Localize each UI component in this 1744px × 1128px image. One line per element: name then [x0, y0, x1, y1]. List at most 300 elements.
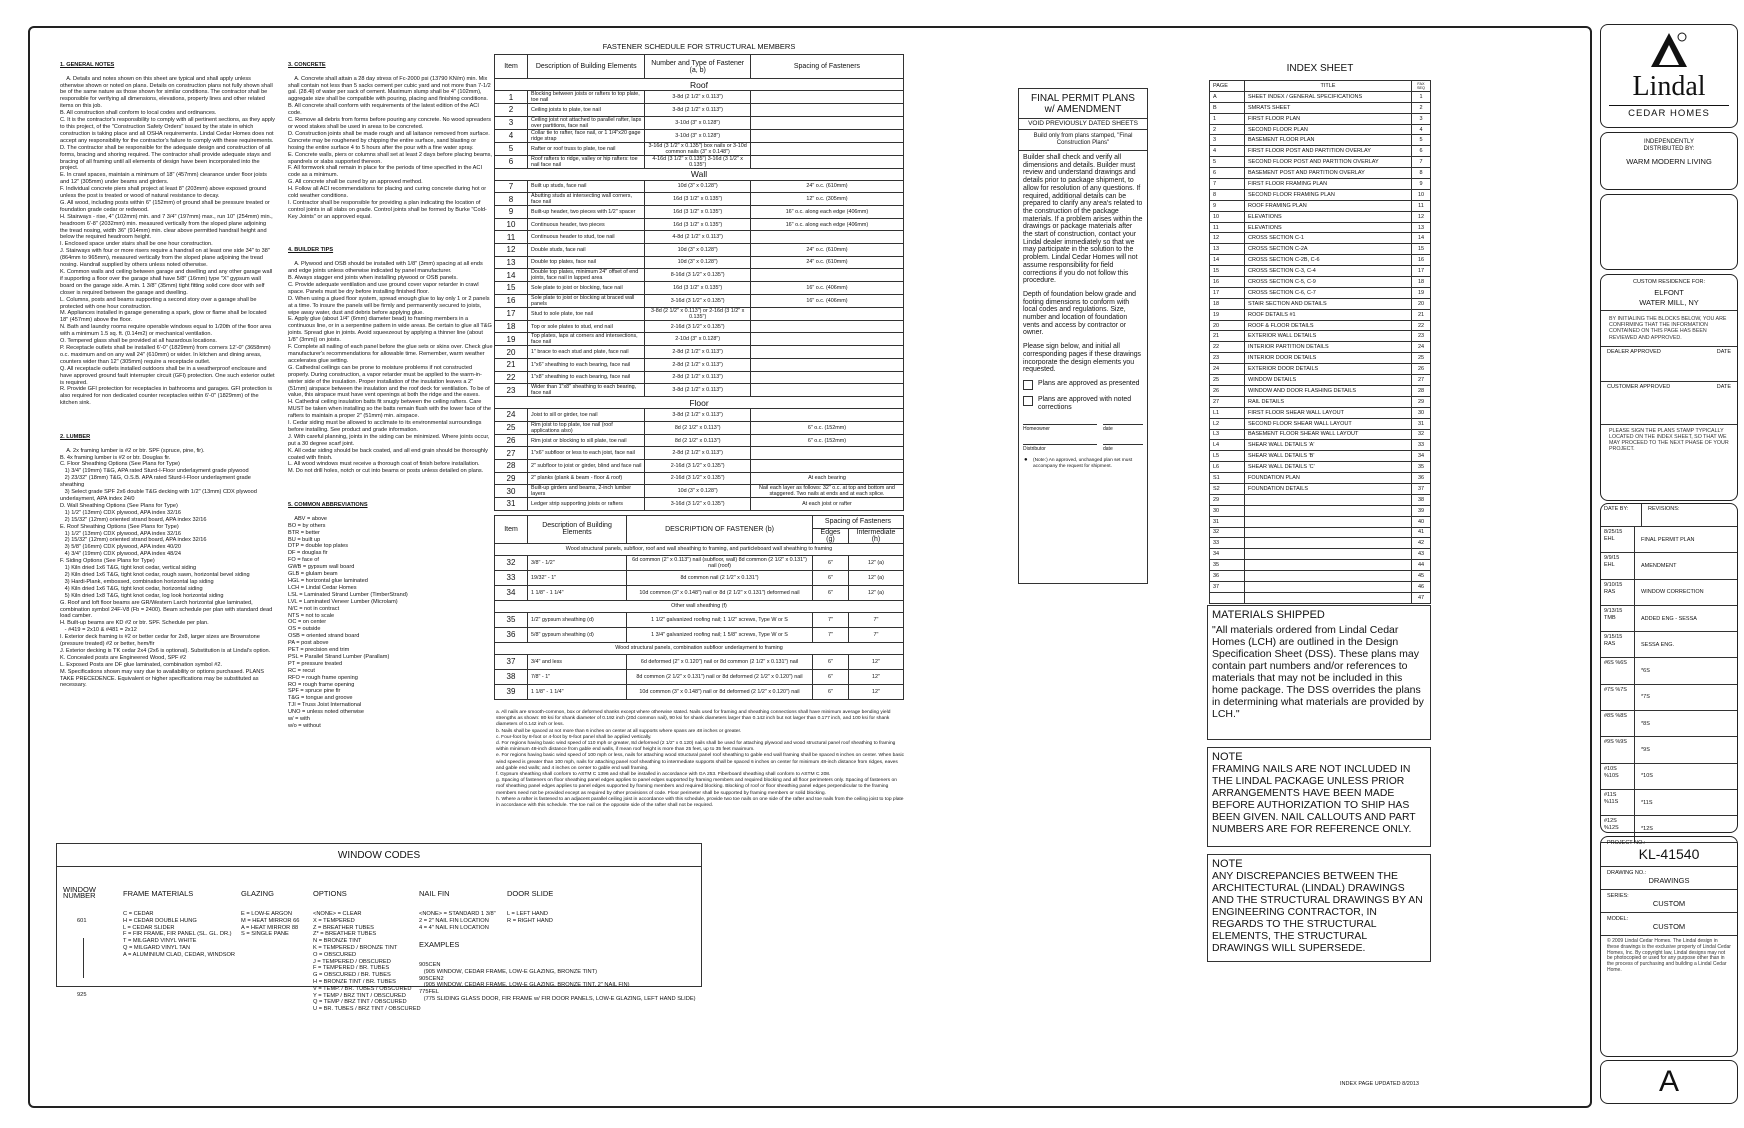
general-notes-body: A. Details and notes shown on this sheet are typical and shall apply unless otherwise shown or noted on plans. Details on construction plans not fully shown shall be of the same nature as those shown for similar conditions. The contractor shall be responsible for verifying all dimensions, elevations, property lines and other related items on this job. B. All construction shall conform to local codes and ordinances. C. It is the contractor's responsibility to comply with all pertinent sections, as they apply to this project, of the "Construction Safety Orders" issued by the state in which construction is taking place and all OSHA requirements. Lindal Cedar Homes does not accept any responsibility for the contractor's failure to comply with these requirements. D. The contractor shall be responsible for the adequate design and construction of all forms, bracing and shoring required. The contractor shall provide adequate stays and bracing of all framing until all elements of design have been incorporated into the project. E. In crawl spaces, maintain a minimum of 18" (457mm) clearance under floor joists and 12" (305mm) under beams and girders. F. Individual concrete piers shall project at least 8" (203mm) above exposed ground unless the post is treated or wood of natural resistance to decay. G. All wood, including posts within 6" (152mm) of ground shall be pressure treated or foundation grade cedar or redwood. H. Stairways - rise, 4" (102mm) min. and 7 3/4" (197mm) max., run 10" (254mm) min., headroom 6'-8" (2032mm) min. measured vertically from the sloped plane adjoining the tread nosing, width 36" (914mm) min. clear above permitted handrail height and below the required headroom height. I. Enclosed space under stairs shall be one hour construction. J. Stairways with four or more risers require a handrail on at least one side 34" to 38" (864mm to 965mm), measured vertically from the sloped plane adjoining the tread nosing. Handrail supplied by others unless noted otherwise. K. Common walls and ceiling between garage and dwelling and any other garage wall if supporting a floor over the garage shall have 5/8" (16mm) type "X" gypsum wall board on the garage side. A min. 1 3/8" (35mm) tight fitting solid core door with self closer is required between the garage and dwelling. L. Columns, posts and beams supporting a second story over a garage shall be protected with one hour construction. M. Appliances installed in garage generating a spark, glow or flame shall be located 18" (457mm) above the floor. N. Bath and laundry rooms require operable windows equal to 1/20th of the floor area with a minimum 1.5 sq. ft. (0.14m2) or mechanical ventilation. O. Tempered glass shall be provided at all hazardous locations. P. Receptacle outlets shall be installed 6'-0" (1829mm) from corners 12'-0" (3658mm) o.c. maximum and on any wall 24" (610mm) or wider. In kitchen and dining areas, counters wider than 12" (305mm) require a receptacle outlet. Q. All receptacle outlets installed outdoors shall be in a weatherproof enclosure and have approved ground fault interrupter circuit (GFI) protection. One such exterior outlet is required. R. Provide GFI protection for receptacles in bathrooms and garages. GFI protection is also required for non dedicated counter receptacles within 6'-0" (1829mm) of the kitchen sink. [60, 75, 275, 407]
revision-text: *12S [1641, 825, 1653, 832]
fastener-spacing [750, 307, 903, 320]
index-seq: 16 [1412, 255, 1431, 266]
fastener-type: 3-10d (3" x 0.128") [645, 129, 751, 142]
index-row [1210, 581, 1431, 592]
nail-fin-body: <NONE> = STANDARD 1 3/8" 2 = 2" NAIL FIN LOCATION 4 = 4" NAIL FIN LOCATION [419, 910, 496, 931]
fastener-row [495, 434, 904, 447]
index-row [1210, 102, 1431, 113]
fastener-item: 20 [495, 346, 528, 359]
index-head-seq: FAX SEQ [1412, 81, 1431, 92]
fastener-desc: Ceiling joist not attached to parallel rafter, laps over partitions, face nail [528, 116, 645, 129]
revision-row [1601, 553, 1737, 579]
index-seq: 21 [1412, 309, 1431, 320]
index-page: 9 [1210, 200, 1245, 211]
index-page: 34 [1210, 549, 1245, 560]
fastener-desc: Collar tie to rafter, face nail, or 1 1/4"x20 gage ridge strap [528, 129, 645, 142]
fastener-type: 2-16d (3 1/2" x 0.135") [645, 472, 751, 485]
index-seq: 18 [1412, 277, 1431, 288]
fastener-row [495, 218, 904, 231]
index-seq: 38 [1412, 494, 1431, 505]
fastener-desc: Sole plate to joist or blocking at braced wall panels [528, 294, 645, 307]
index-title: CROSS SECTION C-6, C-7 [1245, 287, 1412, 298]
index-row [1210, 211, 1431, 222]
index-seq: 23 [1412, 331, 1431, 342]
fastener-desc: Top plates, laps at corners and intersections, face nail [528, 333, 645, 346]
fastener-spacing: Nail each layer as follows: 32" o.c. at top and bottom and staggered. Two nails at ends and at each splice. [750, 485, 903, 498]
sheathing-desc: 7/8" - 1" [528, 669, 627, 684]
sheathing-section-row [495, 543, 904, 555]
index-row [1210, 473, 1431, 484]
fastener-type: 16d (3 1/2" x 0.135") [645, 206, 751, 219]
sheathing-intermediate: 12" [848, 684, 903, 699]
fastener-desc: Abutting studs at intersecting wall corners, face nail [528, 193, 645, 206]
dealer-date-label: DATE [1716, 348, 1731, 355]
distributor-name: WARM MODERN LIVING [1626, 157, 1712, 166]
note2-body: ANY DISCREPANCIES BETWEEN THE ARCHITECTURAL (LINDAL) DRAWINGS AND THE STRUCTURAL DRAWINGS BY AN ENGINEERING CONTRACTOR, IN REGARDS TO THE STRUCTURAL ELEMENTS, THE STRUCTURAL DRAWINGS WILL SUPERSEDE. [1212, 871, 1423, 954]
sheathing-desc: 3/8" - 1/2" [528, 555, 627, 570]
fastener-spacing [750, 155, 903, 168]
permit-check-1-row[interactable] [1019, 377, 1147, 393]
fastener-section-label: Roof [495, 79, 904, 91]
index-row [1210, 571, 1431, 582]
glazing-head: GLAZING [241, 888, 274, 898]
note1-body: FRAMING NAILS ARE NOT INCLUDED IN THE LINDAL PACKAGE UNLESS PRIOR ARRANGEMENTS HAVE BEEN MADE BEFORE AUTHORIZATION TO SHIP HAS BEEN GIVEN. NAIL CALLOUTS AND PART NUMBERS ARE FOR REFERENCE ONLY. [1212, 764, 1416, 835]
fastener-type: 4-8d (2 1/2" x 0.113") [645, 231, 751, 244]
fastener-item: 27 [495, 447, 528, 460]
fastener-type: 8d (2 1/2" x 0.113") [645, 434, 751, 447]
fastener-desc: Rafter or roof truss to plate, toe nail [528, 142, 645, 155]
sheathing-fastener: 6d common (2" x 0.113") nail (subfloor, wall) 8d common (2 1/2" x 0.131") nail (roof) [627, 555, 813, 570]
index-page: 33 [1210, 538, 1245, 549]
fastener-type: 2-8d (2 1/2" x 0.113") [645, 346, 751, 359]
index-title: BASEMENT FLOOR PLAN [1245, 135, 1412, 146]
index-title: ELEVATIONS [1245, 211, 1412, 222]
index-page: 11 [1210, 222, 1245, 233]
revision-date: 9/13/15 TMB [1601, 606, 1635, 631]
sheathing-intermediate: 12" (a) [848, 570, 903, 585]
permit-check-2-row[interactable] [1019, 393, 1147, 414]
sheathing-row [495, 684, 904, 699]
fastener-type: 16d (3 1/2" x 0.135") [645, 282, 751, 295]
revision-date: #9S %9S [1601, 737, 1635, 762]
fastener-item: 10 [495, 218, 528, 231]
copyright-text: © 2009 Lindal Cedar Homes. The Lindal design in these drawings is the exclusive property of Lindal Cedar Homes, Inc. By copyright law, Lindal designs may not be photocopied or used for any purpose other than in the process of purchasing and building a Lindal Cedar Home. [1607, 938, 1731, 973]
distributor-box [1600, 132, 1738, 190]
fastener-item: 15 [495, 282, 528, 295]
index-row [1210, 505, 1431, 516]
index-title [1245, 549, 1412, 560]
index-title: SECOND FLOOR PLAN [1245, 124, 1412, 135]
sheathing-item: 37 [495, 654, 528, 669]
permit-checkbox-2[interactable] [1023, 396, 1033, 406]
index-row [1210, 364, 1431, 375]
index-seq: 11 [1412, 200, 1431, 211]
index-row [1210, 320, 1431, 331]
fastener-spacing [750, 384, 903, 397]
index-seq: 34 [1412, 451, 1431, 462]
index-row [1210, 168, 1431, 179]
sheathing-section-label: Wood structural panels, subfloor, roof and wall sheathing to framing, and particleboard wall sheathing to framing [495, 543, 904, 555]
index-seq: 17 [1412, 266, 1431, 277]
index-row [1210, 200, 1431, 211]
index-seq: 37 [1412, 483, 1431, 494]
fastener-type: 3-8d (2 1/2" x 0.113") [645, 91, 751, 104]
index-seq: 39 [1412, 505, 1431, 516]
fastener-row [495, 459, 904, 472]
fastener-item: 2 [495, 104, 528, 117]
lumber-title: 2. LUMBER [60, 433, 91, 440]
fastener-head-desc: Description of Building Elements [528, 55, 645, 79]
fastener-desc: Stud to sole plate, toe nail [528, 307, 645, 320]
fastener-row [495, 243, 904, 256]
sheathing-fastener: 6d deformed (2" x 0.120") nail or 8d common (2 1/2" x 0.131") nail [627, 654, 813, 669]
fastener-item: 31 [495, 498, 528, 511]
index-seq: 28 [1412, 385, 1431, 396]
sheathing-intermediate: 12" [848, 654, 903, 669]
index-row [1210, 451, 1431, 462]
window-codes-box [56, 843, 702, 1013]
index-page: L5 [1210, 451, 1245, 462]
fastener-section-row [495, 397, 904, 409]
sheathing-desc: 1 1/8" - 1 1/4" [528, 585, 627, 600]
fastener-item: 23 [495, 384, 528, 397]
fastener-schedule-table [494, 54, 904, 511]
fastener-row [495, 104, 904, 117]
index-title: BASEMENT FLOOR SHEAR WALL LAYOUT [1245, 429, 1412, 440]
index-page: 20 [1210, 320, 1245, 331]
abbreviations-body: ABV = above BO = by others BTR = better BU = built up DTP = double top plates DF = douglas fir FO = face of GWB = gypsum wall board GLB = glulam beam HGL = horizontal glue laminated LCH = Lindal Cedar Homes LSL = Laminated Strand Lumber (TimberStrand) LVL = Laminated Veneer Lumber (Microlam) N/C = not in contract NTS = not to scale OC = on center OS = outside OSB = oriented strand board PA = post above PET = precision end trim PSL = Parallel Strand Lumber (Parallam) PT = pressure treated RC = recut RFO = rough frame opening RO = rough frame opening SPF = spruce pine fir T&G = tongue and groove TJI = Truss Joist International UNO = unless noted otherwise w/ = with w/o = without [288, 515, 408, 729]
index-row [1210, 549, 1431, 560]
initial-text: BY INITIALING THE BLOCKS BELOW, YOU ARE CONFIRMING THAT THE INFORMATION CONTAINED ON THIS PAGE HAS BEEN REVIEWED AND APPROVED. [1609, 316, 1727, 341]
index-page: 3 [1210, 135, 1245, 146]
fastener-desc: Joist to sill or girder, toe nail [528, 409, 645, 422]
fastener-item: 8 [495, 193, 528, 206]
revision-row [1601, 685, 1737, 711]
blank-box [1600, 194, 1738, 270]
fastener-spacing [750, 447, 903, 460]
fastener-desc: Continuous header, two pieces [528, 218, 645, 231]
index-title: WINDOW DETAILS [1245, 375, 1412, 386]
index-page: 16 [1210, 277, 1245, 288]
brand-sub: CEDAR HOMES [1609, 105, 1729, 119]
sheathing-footnotes: a. All nails are smooth-common, box or deformed shanks except where otherwise stated. Nails used for framing and sheathing connections shall have minimum average bending yield strengths as shown: 80 ksi for shank diameter of 0.192 inch (20d common nail), 90 ksi for shank diameters larger than 0.142 inch but not larger than 0.177 inch, and 100 ksi for shank diameters of 0.142 inch or less. b. Nails shall be spaced at not more than 6 inches on center at all supports where spans are 48 inches or greater. c. Four-foot by 8-foot or 4-foot by 9-foot panel shall be applied vertically. d. For regions having basic wind speed of 110 mph or greater, 8d deformed (2 1/2" x 0.120) nails shall be used for attaching plywood and wood structural panel roof sheathing to framing within minimum 48-inch distance from gable end walls, if mean roof height is more than 25 feet, up to 35 feet maximum. e. For regions having basic wind speed of 100 mph or less, nails for attaching wood structural panel roof sheathing to gable end wall framing shall be spaced 6 inches on center. When basic wind speed is greater than 100 mph, nails for attaching panel roof sheathing to intermediate supports shall be spaced 6 inches on center for minimum 48-inch distance from ridges, eaves and gable end walls; and 4 inches on center to gable end wall framing. f. Gypsum sheathing shall conform to ASTM C 1396 and shall be installed in accordance with GA 253. Fiberboard sheathing shall conform to ASTM C 208. g. Spacing of fasteners on floor sheathing panel edges applies to panel edges supported by framing members and required blocking and all floor perimeters only. Spacing of fasteners on roof sheathing panel edges applies to panel edges supported by framing members and required blocking. Blocking of roof or floor sheathing panel edges perpendicular to the framing members need not be provided except as required by other provisions of code. Floor perimeter shall be supported by framing members or solid blocking. h. Where a rafter is fastened to an adjacent parallel ceiling joist in accordance with this schedule, provide two toe nails on one side of the rafter and toe nails from the ceiling joist to top plate in accordance with this schedule. The toe nail on the opposite side of the rafter shall not be required. [496, 710, 905, 809]
index-row [1210, 592, 1431, 603]
fastener-spacing [750, 231, 903, 244]
fastener-row [495, 142, 904, 155]
sheathing-intermediate: 7" [848, 627, 903, 642]
sign-text: PLEASE SIGN THE PLANS STAMP TYPICALLY LOCATED ON THE INDEX SHEET, SO THAT WE MAY PROCEED TO THE NEXT PHASE OF YOUR PROJECT. [1601, 424, 1737, 456]
index-seq: 3 [1412, 113, 1431, 124]
fastener-spacing: 24" o.c. (610mm) [750, 256, 903, 269]
fastener-desc: 2" subfloor to joist or girder, blind and face nail [528, 459, 645, 472]
fastener-section-row [495, 168, 904, 180]
sheathing-fastener: 10d common (3" x 0.148") nail or 8d deformed (2 1/2" x 0.120") nail [627, 684, 813, 699]
permit-body: Builder shall check and verify all dimensions and details. Builder must review and understand drawings and details prior to package shipment, to allow for resolution of any questions. If required, additional details can be prepared to clarify any area's related to the construction of the package materials. If a problem arises within the drawings or package materials after the start of construction, contact your Lindal dealer immediately so that we may participate in the solution to the problem. Lindal Cedar Homes will not assume responsibility for field corrections if you do not follow this procedure. [1023, 154, 1143, 285]
fastener-row [495, 384, 904, 397]
index-title: ROOF & FLOOR DETAILS [1245, 320, 1412, 331]
permit-checkbox-1[interactable] [1023, 380, 1033, 390]
fastener-type: 10d (3" x 0.128") [645, 256, 751, 269]
fastener-desc: Rim joist or blocking to sill plate, toe nail [528, 434, 645, 447]
revision-date: #12S %12S [1601, 816, 1635, 841]
permit-check-1-label: Plans are approved as presented [1038, 379, 1140, 387]
index-title: CROSS SECTION C-2B, C-6 [1245, 255, 1412, 266]
sheathing-item: 32 [495, 555, 528, 570]
fastener-spacing [750, 333, 903, 346]
fastener-row [495, 193, 904, 206]
index-page: 14 [1210, 255, 1245, 266]
index-title: CROSS SECTION C-1 [1245, 233, 1412, 244]
permit-check-2-label: Plans are approved with noted corrections [1038, 395, 1132, 411]
index-title: SHEAR WALL DETAILS 'B' [1245, 451, 1412, 462]
fastener-item: 18 [495, 320, 528, 333]
sheathing-fastener: 8d common (2 1/2" x 0.131") nail or 8d deformed (2 1/2" x 0.120") nail [627, 669, 813, 684]
rev-head-rev: REVISIONS: [1648, 506, 1680, 512]
distributor-label: Distributor [1023, 444, 1097, 452]
permit-note [1019, 452, 1147, 469]
sheathing-row [495, 585, 904, 600]
fastener-type: 16d (3 1/2" x 0.135") [645, 218, 751, 231]
fastener-item: 17 [495, 307, 528, 320]
sheathing-section-row [495, 642, 904, 654]
sheathing-head-spacing: Spacing of Fasteners [812, 516, 903, 529]
fastener-desc: Sole plate to joist or blocking, face nail [528, 282, 645, 295]
window-number-b: 925 [77, 991, 87, 998]
note2-title: NOTE [1212, 858, 1243, 870]
index-row [1210, 560, 1431, 571]
index-row [1210, 189, 1431, 200]
approval-box [1600, 274, 1738, 501]
fastener-head-item: Item [495, 55, 528, 79]
revision-text: *9S [1641, 747, 1650, 754]
revision-date: 8/25/15 EHL [1601, 527, 1635, 552]
window-codes-title: WINDOW CODES [337, 850, 421, 861]
index-row [1210, 287, 1431, 298]
revision-text: WINDOW CORRECTION [1641, 589, 1704, 596]
revision-text: FINAL PERMIT PLAN [1641, 536, 1695, 543]
fastener-desc: 1"x6" sheathing to each bearing, face nail [528, 358, 645, 371]
options-col [313, 877, 421, 1027]
fastener-item: 3 [495, 116, 528, 129]
index-title [1245, 571, 1412, 582]
fastener-spacing [750, 129, 903, 142]
revision-date: #7S %7S [1601, 685, 1635, 710]
revision-row [1601, 764, 1737, 790]
fastener-spacing [750, 269, 903, 282]
index-page: B [1210, 102, 1245, 113]
index-title: FIRST FLOOR SHEAR WALL LAYOUT [1245, 407, 1412, 418]
revisions-list [1601, 527, 1737, 843]
index-page: 32 [1210, 527, 1245, 538]
index-seq: 29 [1412, 396, 1431, 407]
revision-date: #8S %8S [1601, 711, 1635, 736]
sheathing-desc: 1/2" gypsum sheathing (d) [528, 612, 627, 627]
revision-text: ADDED ENG - SESSA [1641, 615, 1697, 622]
index-title [1245, 527, 1412, 538]
index-title: FIRST FLOOR FRAMING PLAN [1245, 179, 1412, 190]
index-row [1210, 407, 1431, 418]
index-page: 12 [1210, 233, 1245, 244]
index-title: SHEAR WALL DETAILS 'C' [1245, 462, 1412, 473]
fastener-row [495, 180, 904, 193]
index-title: RAIL DETAILS [1245, 396, 1412, 407]
fastener-spacing [750, 346, 903, 359]
fastener-row [495, 333, 904, 346]
index-seq: 9 [1412, 179, 1431, 190]
index-title: SHEAR WALL DETAILS 'A' [1245, 440, 1412, 451]
index-row [1210, 222, 1431, 233]
model-value: CUSTOM [1601, 922, 1737, 936]
fastener-desc: Ledger strip supporting joists or rafters [528, 498, 645, 511]
index-page: L2 [1210, 418, 1245, 429]
drawing-sheet [28, 26, 1592, 1108]
frame-materials-body: C = CEDAR H = CEDAR DOUBLE HUNG L = CEDAR SLIDER F = FIR FRAME, FIR PANEL (SL. GL. DR.) T = MILGARD VINYL WHITE Q = MILGARD VINYL TAN A = ALUMINIUM CLAD, CEDAR, WINDSOR [123, 910, 236, 958]
fastener-spacing: At each bearing [750, 472, 903, 485]
permit-build-only: Build only from plans stamped, "Final Construction Plans" [1019, 130, 1147, 151]
index-seq: 32 [1412, 429, 1431, 440]
index-seq: 31 [1412, 418, 1431, 429]
revision-row [1601, 580, 1737, 606]
fastener-row [495, 206, 904, 219]
fastener-spacing: 16" o.c. (406mm) [750, 282, 903, 295]
index-page: 37 [1210, 581, 1245, 592]
fastener-item: 5 [495, 142, 528, 155]
index-row [1210, 353, 1431, 364]
index-row [1210, 233, 1431, 244]
sheathing-desc: 1 1/8" - 1 1/4" [528, 684, 627, 699]
sheathing-edges: 6" [812, 555, 848, 570]
index-seq: 40 [1412, 516, 1431, 527]
index-title: INTERIOR DOOR DETAILS [1245, 353, 1412, 364]
index-seq: 4 [1412, 124, 1431, 135]
index-title: CROSS SECTION C-2A [1245, 244, 1412, 255]
index-page: 30 [1210, 505, 1245, 516]
fastener-spacing: 16" o.c. along each edge (406mm) [750, 206, 903, 219]
sheathing-edges: 6" [812, 585, 848, 600]
frame-materials-col [123, 877, 241, 972]
fastener-desc: 1"x8" sheathing to each bearing, face nail [528, 371, 645, 384]
index-seq: 1 [1412, 91, 1431, 102]
sheathing-intermediate: 12" (a) [848, 585, 903, 600]
sheathing-intermediate: 12" (a) [848, 555, 903, 570]
materials-title: MATERIALS SHIPPED [1212, 609, 1325, 621]
homeowner-label: Homeowner [1023, 424, 1097, 432]
sheathing-fastener: 8d common nail (2 1/2" x 0.131") [627, 570, 813, 585]
sheathing-row [495, 612, 904, 627]
permit-body-2: Depth of foundation below grade and footing dimensions to conform with local codes and regulations. Size, number and location of foundation vents and access by contractor or owner. [1023, 290, 1137, 337]
fastener-row [495, 91, 904, 104]
index-row [1210, 516, 1431, 527]
general-notes-title: 1. GENERAL NOTES [60, 61, 115, 68]
sheathing-head-desc: Description of Building Elements [528, 516, 627, 544]
concrete-title: 3. CONCRETE [288, 61, 326, 68]
revisions-box [1600, 503, 1738, 833]
fastener-row [495, 294, 904, 307]
index-seq: 14 [1412, 233, 1431, 244]
general-notes-column [60, 48, 275, 813]
series-value: CUSTOM [1601, 899, 1737, 913]
fastener-desc: Roof rafters to ridge, valley or hip rafters: toe nail face nail [528, 155, 645, 168]
index-page: L4 [1210, 440, 1245, 451]
client-name: ELFONT [1654, 288, 1684, 297]
sheathing-head-fastener: DESCRIPTION OF FASTENER (b) [627, 516, 813, 544]
revision-row [1601, 527, 1737, 553]
index-page: 35 [1210, 560, 1245, 571]
index-title: CROSS SECTION C-5, C-9 [1245, 277, 1412, 288]
dealer-approved-row [1601, 346, 1737, 357]
index-seq: 30 [1412, 407, 1431, 418]
sheathing-item: 39 [495, 684, 528, 699]
fastener-type: 16d (3 1/2" x 0.135") [645, 193, 751, 206]
sheathing-desc: 19/32" - 1" [528, 570, 627, 585]
fastener-row [495, 129, 904, 142]
index-title: SECOND FLOOR FRAMING PLAN [1245, 189, 1412, 200]
fastener-desc: Built-up girders and beams, 2-inch lumber layers [528, 485, 645, 498]
revision-date: 9/10/15 RAS [1601, 580, 1635, 605]
index-title [1245, 494, 1412, 505]
index-seq: 5 [1412, 135, 1431, 146]
index-sheet-title: INDEX SHEET [1286, 63, 1354, 74]
sheathing-row [495, 555, 904, 570]
index-page: 15 [1210, 266, 1245, 277]
index-page: L1 [1210, 407, 1245, 418]
examples-body: 905CEN (905 WINDOW, CEDAR FRAME, LOW-E GLAZING, BRONZE TINT) 905CEN2 (905 WINDOW, CEDAR FRAME, LOW-E GLAZING, BRONZE TINT, 2" NAIL FIN) 775FEL (775 SLIDING GLASS DOOR, FIR FRAME w/ FIR DOOR PANELS, LOW-E GLAZING, LEFT HAND SLIDE) [419, 961, 696, 1002]
drawing-value: DRAWINGS [1601, 876, 1737, 890]
fastener-row [495, 307, 904, 320]
index-head-page: PAGE [1210, 81, 1245, 92]
index-page: 23 [1210, 353, 1245, 364]
sheathing-edges: 7" [812, 612, 848, 627]
index-seq: 10 [1412, 189, 1431, 200]
builder-tips-title: 4. BUILDER TIPS [288, 247, 334, 254]
fastener-section-label: Floor [495, 397, 904, 409]
index-seq: 26 [1412, 364, 1431, 375]
sheathing-row [495, 627, 904, 642]
index-title: SHEET INDEX / GENERAL SPECIFICATIONS [1245, 91, 1412, 102]
fastener-spacing [750, 116, 903, 129]
fastener-row [495, 231, 904, 244]
index-title: FIRST FLOOR PLAN [1245, 113, 1412, 124]
index-row [1210, 157, 1431, 168]
note1-title: NOTE [1212, 751, 1243, 763]
index-head-title: TITLE [1245, 81, 1412, 92]
model-label: MODEL: [1607, 916, 1629, 922]
index-seq: 25 [1412, 353, 1431, 364]
fastener-desc: 2" planks (plank & beam - floor & roof) [528, 472, 645, 485]
fastener-row [495, 346, 904, 359]
index-seq: 46 [1412, 581, 1431, 592]
fastener-desc: Built-up header, two pieces with 1/2" spacer [528, 206, 645, 219]
index-row [1210, 113, 1431, 124]
sheathing-section-label: Wood structural panels, combination subfloor underlayment to framing [495, 642, 904, 654]
index-page: L3 [1210, 429, 1245, 440]
sheathing-item: 33 [495, 570, 528, 585]
sheathing-item: 36 [495, 627, 528, 642]
fastener-desc: Double top plates, face nail [528, 256, 645, 269]
index-row [1210, 538, 1431, 549]
index-seq: 13 [1412, 222, 1431, 233]
sheathing-desc: 5/8" gypsum sheathing (d) [528, 627, 627, 642]
bullet-icon: ● [1024, 457, 1028, 464]
index-seq: 35 [1412, 462, 1431, 473]
fastener-row [495, 485, 904, 498]
fastener-item: 13 [495, 256, 528, 269]
index-row [1210, 494, 1431, 505]
index-title: EXTERIOR WALL DETAILS [1245, 331, 1412, 342]
index-page: 36 [1210, 571, 1245, 582]
fastener-row [495, 409, 904, 422]
permit-title-2: w/ AMENDMENT [1044, 104, 1122, 115]
